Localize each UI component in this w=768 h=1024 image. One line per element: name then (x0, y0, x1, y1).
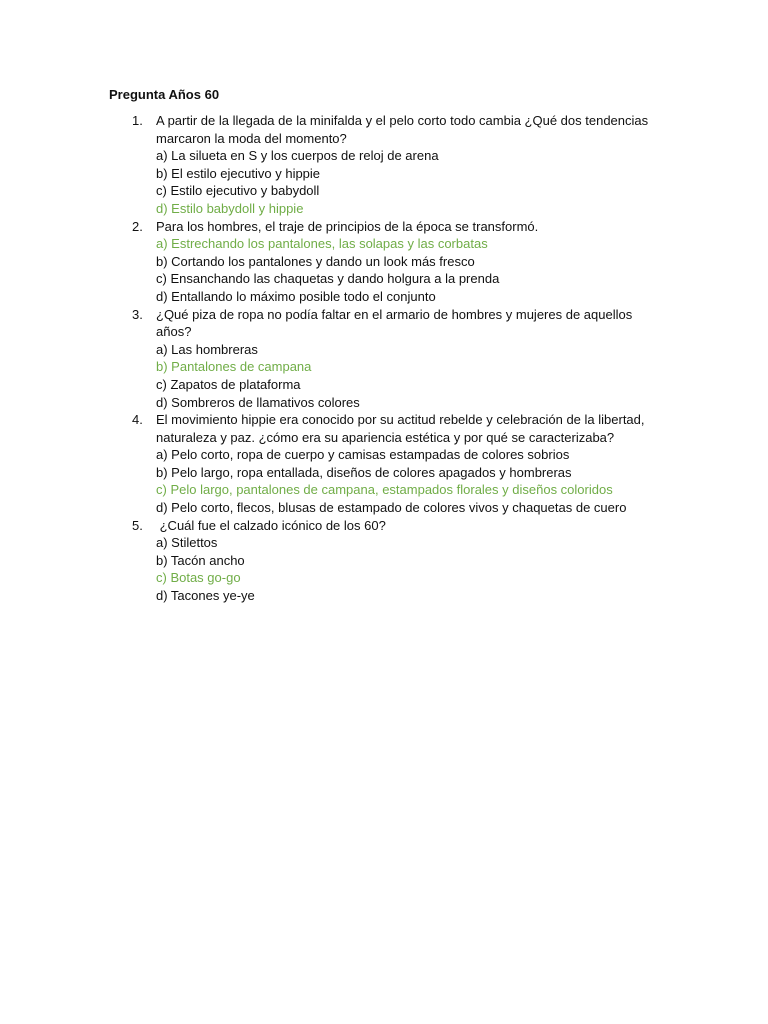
question-5 (109, 517, 649, 605)
answer-option: b) Pantalones de campana (156, 359, 312, 375)
answer-option: a) La silueta en S y los cuerpos de reloj de arena (156, 148, 439, 164)
answer-option: c) Estilo ejecutivo y babydoll (156, 183, 320, 199)
question-number: 2. (132, 218, 143, 234)
question-text: Para los hombres, el traje de principios de la época se transformó. (156, 218, 539, 234)
question-number: 3. (132, 306, 143, 322)
question-1 (109, 112, 649, 218)
document-title: Pregunta Años 60 (109, 87, 220, 102)
answer-option: a) Las hombreras (156, 341, 258, 357)
question-number: 1. (132, 113, 143, 128)
answer-option: d) Entallando lo máximo posible todo el conjunto (156, 288, 436, 304)
question-number: 5. (132, 517, 143, 533)
question-2 (109, 218, 649, 306)
answer-option: b) Tacón ancho (156, 552, 245, 568)
answer-option: d) Pelo corto, flecos, blusas de estampado de colores vivos y chaquetas de cuero (156, 500, 627, 516)
question-4 (109, 411, 649, 517)
answer-option: a) Estrechando los pantalones, las solapas y las corbatas (156, 236, 488, 252)
question-3 (109, 306, 649, 412)
question-text: A partir de la llegada de la minifalda y el pelo corto todo cambia ¿Qué dos tendencias marcaron la moda del momento? (156, 113, 649, 146)
answer-option: c) Botas go-go (156, 570, 241, 586)
answer-option: b) El estilo ejecutivo y hippie (156, 165, 321, 181)
question-text: ¿Qué piza de ropa no podía faltar en el armario de hombres y mujeres de aquellos años? (156, 306, 633, 340)
answer-option: d) Tacones ye-ye (156, 588, 255, 604)
answer-option: c) Ensanchando las chaquetas y dando holgura a la prenda (156, 271, 500, 287)
answer-option: d) Estilo babydoll y hippie (156, 200, 304, 216)
question-list (109, 112, 649, 605)
answer-option: b) Pelo largo, ropa entallada, diseños de colores apagados y hombreras (156, 464, 572, 480)
answer-option: a) Stilettos (156, 535, 218, 551)
answer-option: b) Cortando los pantalones y dando un look más fresco (156, 253, 475, 269)
question-text: El movimiento hippie era conocido por su actitud rebelde y celebración de la libertad, naturaleza y paz. ¿cómo era su apariencia estética y por qué se caracterizaba? (156, 412, 645, 445)
question-text: ¿Cuál fue el calzado icónico de los 60? (156, 517, 386, 533)
answer-option: c) Pelo largo, pantalones de campana, estampados florales y diseños coloridos (156, 482, 613, 498)
answer-option: d) Sombreros de llamativos colores (156, 394, 360, 410)
question-number: 4. (132, 412, 143, 428)
answer-option: c) Zapatos de plataforma (156, 376, 301, 392)
answer-option: a) Pelo corto, ropa de cuerpo y camisas estampadas de colores sobrios (156, 447, 570, 463)
